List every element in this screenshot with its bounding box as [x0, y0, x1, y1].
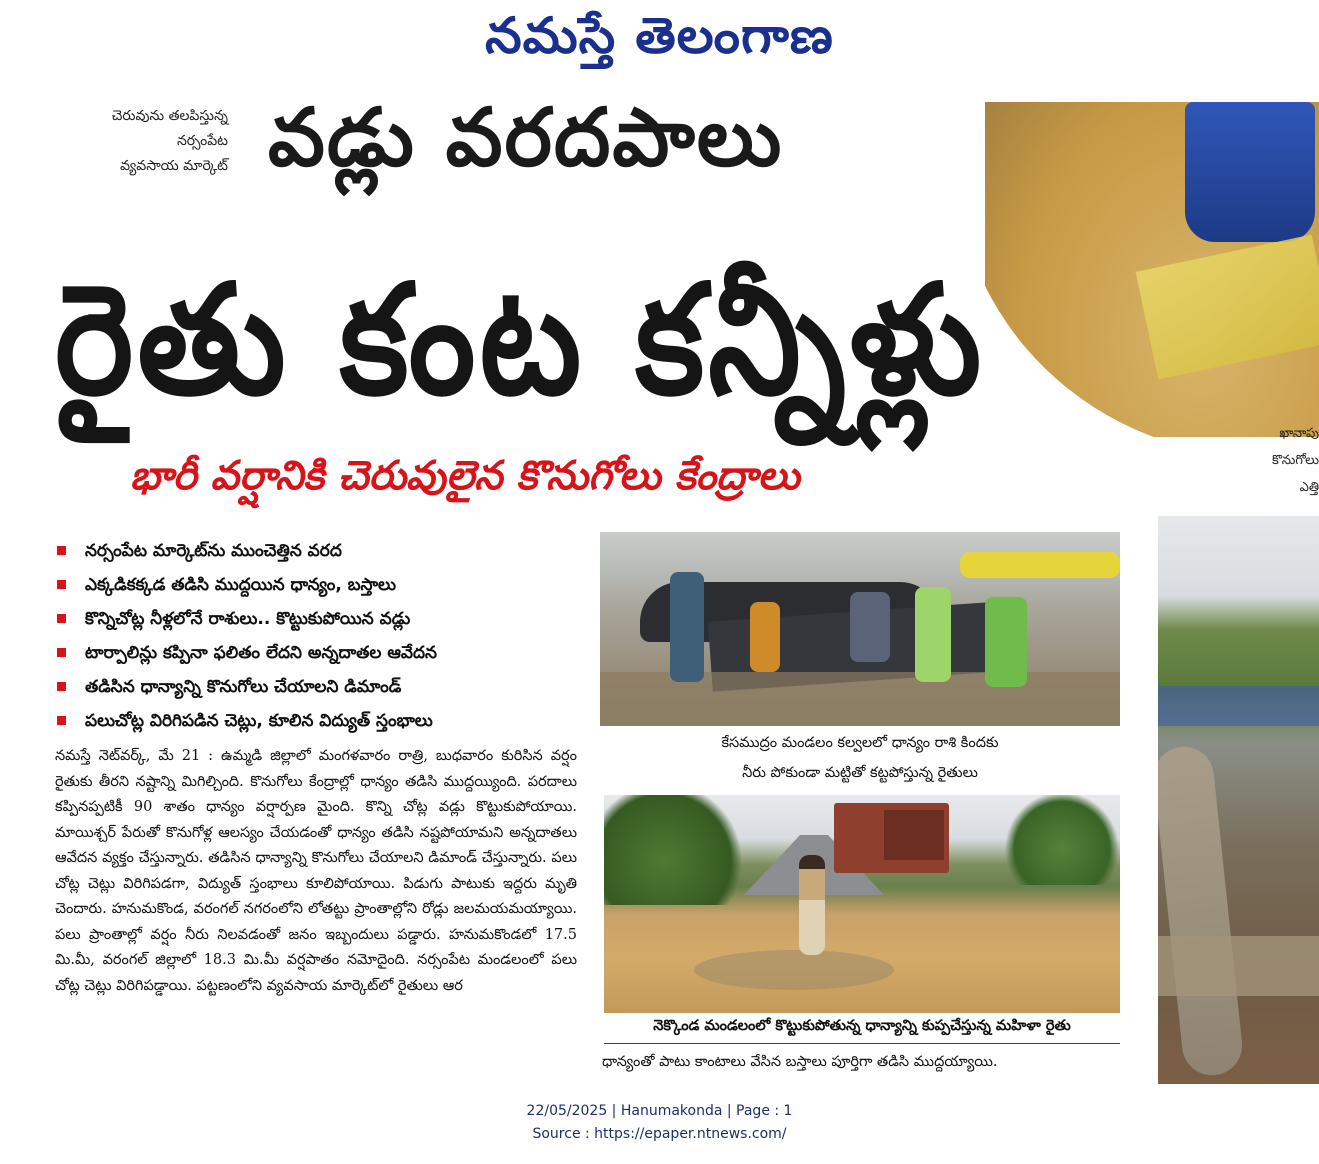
bullet-square-icon: [57, 614, 66, 623]
top-right-photo-caption: [1240, 420, 1319, 501]
trees: [1004, 795, 1120, 885]
page-footer: [0, 1100, 1319, 1146]
caption-line: ఖానాపు: [1279, 426, 1319, 441]
top-left-photo-caption: [68, 104, 228, 179]
top-right-photo: [985, 102, 1319, 437]
farmer-figure: [850, 592, 890, 662]
farmer-figure: [915, 587, 951, 682]
farmer-figure: [750, 602, 780, 672]
blue-tarp: [1158, 686, 1319, 726]
headline-kicker: వడ్లు వరదపాలు: [268, 91, 784, 184]
highlights-list: [55, 534, 575, 738]
bullet-square-icon: [57, 546, 66, 555]
yellow-tarp: [960, 552, 1120, 578]
masthead-logo: నమస్తే తెలంగాణ: [485, 7, 834, 65]
farmer-figure: [670, 572, 704, 682]
bullet-square-icon: [57, 580, 66, 589]
highlight-item: ఎక్కడికక్కడ తడిసి ముద్దయిన ధాన్యం, బస్తాలు: [55, 568, 575, 602]
water-puddle: [694, 950, 894, 990]
source-link[interactable]: Source : https://epaper.ntnews.com/: [532, 1126, 787, 1142]
farmer-figure: [985, 597, 1027, 687]
bullet-square-icon: [57, 648, 66, 657]
highlight-item: టార్పాలిన్లు కప్పినా ఫలితం లేదని అన్నదాతల ఆవేదన: [55, 636, 575, 670]
caption-line: కొనుగోలు: [1272, 453, 1319, 468]
bullet-square-icon: [57, 682, 66, 691]
woman-farmer-figure: [799, 855, 825, 955]
photo2-caption: నెక్కొండ మండలంలో కొట్టుకుపోతున్న ధాన్యాన్ని కుప్పచేస్తున్న మహిళా రైతు: [604, 1013, 1120, 1044]
bullet-square-icon: [57, 716, 66, 725]
main-headline: రైతు కంట కన్నీళ్లు: [55, 252, 986, 430]
floodwater: [1158, 936, 1319, 996]
caption-line: నీరు పోకుండా మట్టితో కట్టపోస్తున్న రైతులు: [742, 765, 978, 781]
highlight-item: తడిసిన ధాన్యాన్ని కొనుగోలు చేయాలని డిమాండ్: [55, 670, 575, 704]
highlight-item: పలుచోట్ల విరిగిపడిన చెట్లు, కూలిన విద్యుత్ స్తంభాలు: [55, 704, 575, 738]
photo-farmers-building-bund: [600, 532, 1120, 726]
water-channel: [1158, 744, 1245, 1078]
blue-bag: [1185, 102, 1315, 242]
caption-line: ఎత్తి: [1299, 480, 1319, 495]
caption-line: వ్యవసాయ మార్కెట్: [120, 158, 228, 174]
photo-flooded-market-channel: [1158, 516, 1319, 1084]
subheadline: భారీ వర్షానికి చెరువులైన కొనుగోలు కేంద్రాలు: [130, 453, 800, 499]
article-body: నమస్తే నెట్‌వర్క్, మే 21 : ఉమ్మడి జిల్లాలో మంగళవారం రాత్రి, బుధవారం కురిసిన వర్షం రైతుకు తీరని నష్టాన్ని మిగిల్చింది. కొనుగోలు కేంద్రాల్లో ధాన్యం తడిసి ముద్దయ్యింది. పరదాలు కప్పినప్పటికీ 90 శాతం ధాన్యం వర్షార్పణ మైంది. కొన్ని చోట్ల వడ్లు కొట్టుకుపోయాయి. మాయిశ్చర్ పేరుతో కొనుగోళ్ల ఆలస్యం చేయడంతో ధాన్యం తడిసి నష్టపోయామని అన్నదాతలు ఆవేదన వ్యక్తం చేస్తున్నారు. తడిసిన ధాన్యాన్ని కొనుగోలు చేయాలని డిమాండ్ చేస్తున్నారు. పలు చోట్ల చెట్లు విరిగిపడగా, విద్యుత్ స్తంభాలు కూలిపోయాయి. పిడుగు పాటుకు ఇద్దరు మృతి చెందారు. హనుమకొండ, వరంగల్ నగరంలోని లోతట్టు ప్రాంతాల్లోని రోడ్లు జలమయమయ్యాయి. పలు ప్రాంతాల్లో వర్షం నీరు నిలవడంతో జనం ఇబ్బందులు పడ్డారు. హనుమకొండలో 17.5 మి.మీ, వరంగల్ జిల్లాలో 18.3 మి.మీ వర్షపాతం నమోదైంది. నర్సంపేట మండలంలో పలు చోట్ల చెట్లు విరిగిపడ్డాయి. పట్టణంలోని వ్యవసాయ మార్కెట్‌లో రైతులు ఆర: [55, 748, 577, 994]
edition-info: 22/05/2025 | Hanumakonda | Page : 1: [526, 1103, 793, 1119]
truck-cab: [884, 810, 944, 860]
highlight-item: కొన్నిచోట్ల నీళ్లలోనే రాశులు.. కొట్టుకుపోయిన వడ్లు: [55, 602, 575, 636]
caption-line: చెరువును తలపిస్తున్న: [111, 108, 228, 124]
photo1-caption: [600, 726, 1120, 788]
photo-woman-farmer-heaping-grain: [604, 795, 1120, 1013]
highlight-item: నర్సంపేట మార్కెట్‌ను ముంచెత్తిన వరద: [55, 534, 575, 568]
trees: [604, 795, 754, 905]
caption-line: కేసముద్రం మండలం కల్వలలో ధాన్యం రాశి కిందకు: [721, 735, 999, 751]
article-body-continued: ధాన్యంతో పాటు కాంటాలు వేసిన బస్తాలు పూర్తిగా తడిసి ముద్దయ్యాయి.: [602, 1054, 998, 1070]
caption-line: నర్సంపేట: [176, 133, 228, 149]
